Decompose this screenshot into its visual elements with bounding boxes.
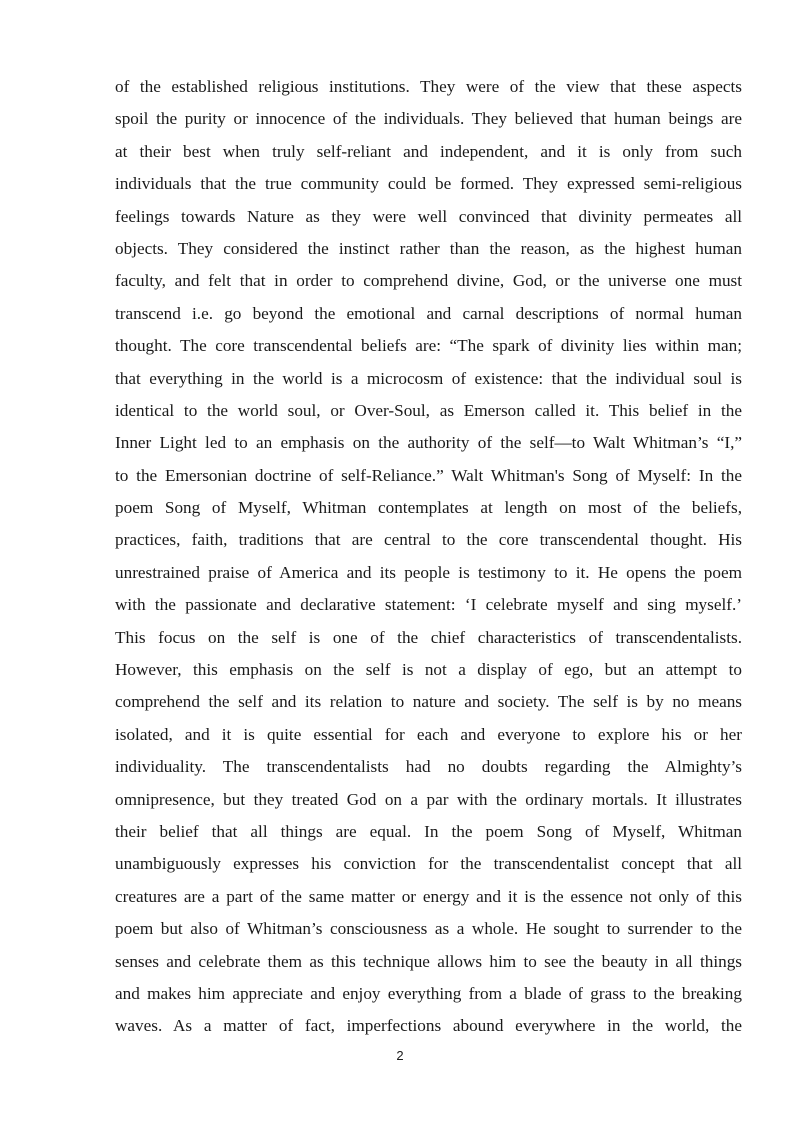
text-line: omnipresence, but they treated God on a par with the ordinary mortals. It illustrates — [115, 789, 742, 809]
text-line: feelings towards Nature as they were well convinced that divinity permeates all — [115, 206, 742, 226]
text-line: to the Emersonian doctrine of self-Reliance.” Walt Whitman's Song of Myself: In the — [115, 465, 742, 485]
text-line: isolated, and it is quite essential for each and everyone to explore his or her — [115, 724, 742, 744]
text-line: faculty, and felt that in order to comprehend divine, God, or the universe one must — [115, 271, 742, 291]
text-line: identical to the world soul, or Over-Soul, as Emerson called it. This belief in the — [115, 400, 742, 420]
text-line: with the passionate and declarative statement: ‘I celebrate myself and sing myself.’ — [115, 595, 742, 615]
text-line: individuality. The transcendentalists had no doubts regarding the Almighty’s — [115, 757, 742, 777]
text-line: comprehend the self and its relation to nature and society. The self is by no means — [115, 692, 742, 712]
text-line: waves. As a matter of fact, imperfections abound everywhere in the world, the — [115, 1016, 742, 1036]
text-line: senses and celebrate them as this technique allows him to see the beauty in all things — [115, 951, 742, 971]
text-line: their belief that all things are equal. In the poem Song of Myself, Whitman — [115, 821, 742, 841]
text-line: poem Song of Myself, Whitman contemplates at length on most of the beliefs, — [115, 498, 742, 518]
text-line: objects. They considered the instinct rather than the reason, as the highest human — [115, 238, 742, 258]
text-line: thought. The core transcendental beliefs are: “The spark of divinity lies within man; — [115, 336, 742, 356]
text-line: Inner Light led to an emphasis on the authority of the self—to Walt Whitman’s “I,” — [115, 433, 742, 453]
text-line: practices, faith, traditions that are central to the core transcendental thought. His — [115, 530, 742, 550]
text-line: and makes him appreciate and enjoy everything from a blade of grass to the breaking — [115, 983, 742, 1003]
text-line: that everything in the world is a microcosm of existence: that the individual soul is — [115, 368, 742, 388]
text-line: of the established religious institutions. They were of the view that these aspects — [115, 77, 742, 96]
body-paragraph — [115, 71, 742, 1043]
text-line: unambiguously expresses his conviction for the transcendentalist concept that all — [115, 854, 742, 874]
text-line: creatures are a part of the same matter or energy and it is the essence not only of this — [115, 886, 742, 906]
text-line: This focus on the self is one of the chief characteristics of transcendentalists. — [115, 627, 742, 647]
text-line: at their best when truly self-reliant and independent, and it is only from such — [115, 141, 742, 161]
text-line: transcend i.e. go beyond the emotional and carnal descriptions of normal human — [115, 303, 742, 323]
text-line: unrestrained praise of America and its people is testimony to it. He opens the poem — [115, 562, 742, 582]
text-line: However, this emphasis on the self is not a display of ego, but an attempt to — [115, 660, 742, 680]
page-number: 2 — [396, 1048, 404, 1063]
text-line: individuals that the true community could be formed. They expressed semi-religious — [115, 174, 742, 194]
text-line: spoil the purity or innocence of the individuals. They believed that human beings are — [115, 109, 742, 129]
text-line: poem but also of Whitman’s consciousness as a whole. He sought to surrender to the — [115, 919, 742, 939]
